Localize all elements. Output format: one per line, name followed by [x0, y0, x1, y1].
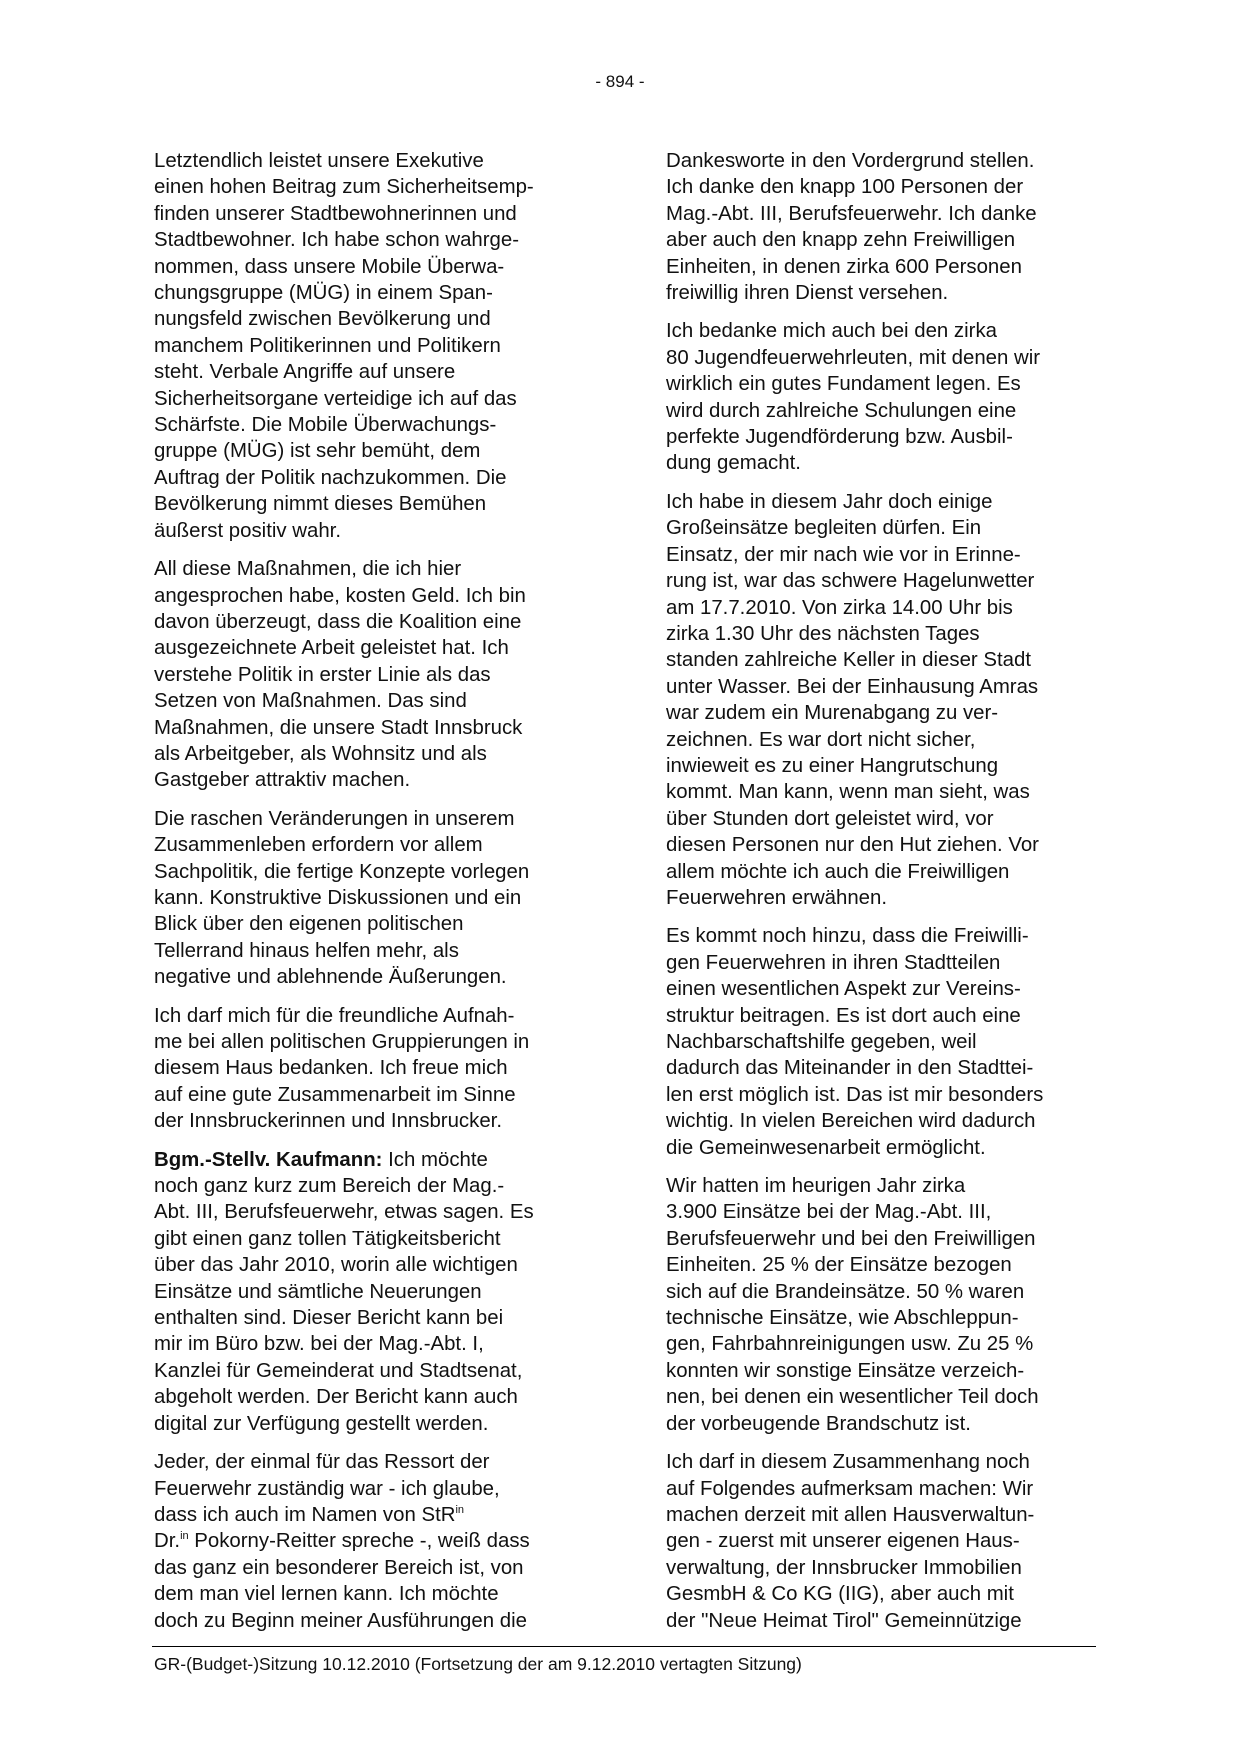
paragraph: [154, 556, 588, 794]
paragraph-lines: [154, 1449, 588, 1502]
text-line: die Gemeinwesenarbeit ermöglicht.: [666, 1136, 986, 1159]
text-line: chungsgruppe (MÜG) in einem Span-: [154, 282, 493, 305]
text-line: zeichnen. Es war dort nicht sicher,: [666, 728, 976, 751]
text-line: kommt. Man kann, wenn man sieht, was: [666, 781, 1030, 804]
text-line: zirka 1.30 Uhr des nächsten Tages: [666, 622, 980, 645]
text-line: als Arbeitgeber, als Wohnsitz und als: [154, 742, 487, 765]
text-line: len erst möglich ist. Das ist mir besonders: [666, 1083, 1044, 1106]
text-line: über Stunden dort geleistet wird, vor: [666, 807, 994, 830]
paragraph: [154, 1003, 588, 1135]
right-column: [666, 148, 1100, 1646]
text-line: nungsfeld zwischen Bevölkerung und: [154, 308, 491, 331]
text-line: der Innsbruckerinnen und Innsbrucker.: [154, 1110, 502, 1133]
text-line: standen zahlreiche Keller in dieser Stadt: [666, 649, 1031, 672]
text-line: dem man viel lernen kann. Ich möchte: [154, 1583, 499, 1606]
text-line: Ich darf in diesem Zusammenhang noch: [666, 1451, 1030, 1474]
paragraph-speaker-kaufmann: [154, 1147, 588, 1437]
text-segment: Dr.: [154, 1530, 181, 1553]
text-line: Nachbarschaftshilfe gegeben, weil: [666, 1031, 977, 1053]
text-line: Einsätze und sämtliche Neuerungen: [154, 1280, 482, 1303]
text-line: technische Einsätze, wie Abschleppun-: [666, 1307, 1019, 1330]
text-line: äußerst positiv wahr.: [154, 519, 341, 542]
text-line: diesem Haus bedanken. Ich freue mich: [154, 1057, 508, 1080]
text-line: aber auch den knapp zehn Freiwilligen: [666, 229, 1016, 252]
page-number: - 894 -: [595, 72, 645, 91]
text-line: [154, 1502, 588, 1528]
paragraph-lines: [154, 1173, 588, 1437]
text-line: finden unserer Stadtbewohnerinnen und: [154, 202, 517, 225]
text-line: mir im Büro bzw. bei der Mag.-Abt. I,: [154, 1333, 484, 1356]
text-segment: Pokorny-Reitter spreche -, weiß dass: [188, 1530, 530, 1553]
text-line: Großeinsätze begleiten dürfen. Ein: [666, 517, 982, 540]
paragraph: [154, 148, 588, 544]
speaker-text: Ich möchte: [382, 1148, 488, 1171]
text-line: nommen, dass unsere Mobile Überwa-: [154, 255, 505, 278]
text-line: das ganz ein besonderer Bereich ist, von: [154, 1556, 524, 1579]
text-line: Maßnahmen, die unsere Stadt Innsbruck: [154, 716, 523, 739]
paragraph: [666, 489, 1100, 912]
text-line: Setzen von Maßnahmen. Das sind: [154, 690, 467, 713]
paragraph: [666, 1173, 1100, 1437]
text-line: Feuerwehr zuständig war - ich glaube,: [154, 1477, 500, 1500]
paragraph: [154, 1449, 588, 1634]
superscript: in: [455, 1503, 465, 1516]
text-line: me bei allen politischen Gruppierungen in: [154, 1031, 530, 1053]
text-line: Bevölkerung nimmt dieses Bemühen: [154, 493, 487, 516]
text-line: digital zur Verfügung gestellt werden.: [154, 1412, 489, 1435]
text-line: Einheiten, in denen zirka 600 Personen: [666, 255, 1022, 278]
text-line: Schärfste. Die Mobile Überwachungs-: [154, 414, 497, 437]
text-line: Auftrag der Politik nachzukommen. Die: [154, 466, 507, 489]
text-line: [154, 1147, 588, 1173]
text-line: rung ist, war das schwere Hagelunwetter: [666, 570, 1035, 593]
text-line: gen, Fahrbahnreinigungen usw. Zu 25 %: [666, 1333, 1034, 1356]
text-segment: dass ich auch im Namen von StR: [154, 1503, 456, 1526]
text-line: 80 Jugendfeuerwehrleuten, mit denen wir: [666, 346, 1041, 369]
text-line: über das Jahr 2010, worin alle wichtigen: [154, 1254, 518, 1277]
text-line: All diese Maßnahmen, die ich hier: [154, 558, 462, 581]
paragraph-lines: [154, 1555, 588, 1634]
text-line: Mag.-Abt. III, Berufsfeuerwehr. Ich danke: [666, 202, 1037, 225]
paragraph: [154, 806, 588, 991]
text-line: doch zu Beginn meiner Ausführungen die: [154, 1609, 527, 1632]
text-line: Kanzlei für Gemeinderat und Stadtsenat,: [154, 1359, 523, 1382]
text-line: Ich darf mich für die freundliche Aufnah-: [154, 1004, 515, 1027]
text-line: Feuerwehren erwähnen.: [666, 886, 888, 909]
text-line: Zusammenleben erfordern vor allem: [154, 834, 483, 857]
speaker-name: Bgm.-Stellv. Kaufmann:: [154, 1148, 383, 1171]
text-line: 3.900 Einsätze bei der Mag.-Abt. III,: [666, 1201, 992, 1224]
text-line: ausgezeichnete Arbeit geleistet hat. Ich: [154, 637, 509, 660]
text-line: GesmbH & Co KG (IIG), aber auch mit: [666, 1583, 1014, 1606]
text-line: Die raschen Veränderungen in unserem: [154, 807, 515, 830]
text-line: abgeholt werden. Der Bericht kann auch: [154, 1386, 518, 1409]
text-line: Ich habe in diesem Jahr doch einige: [666, 490, 993, 513]
text-line: kann. Konstruktive Diskussionen und ein: [154, 886, 522, 909]
text-line: sich auf die Brandeinsätze. 50 % waren: [666, 1280, 1025, 1303]
text-line: enthalten sind. Dieser Bericht kann bei: [154, 1307, 504, 1330]
text-line: Abt. III, Berufsfeuerwehr, etwas sagen. Es: [154, 1201, 534, 1224]
text-line: struktur beitragen. Es ist dort auch eine: [666, 1004, 1021, 1027]
text-line: Jeder, der einmal für das Ressort der: [154, 1451, 490, 1474]
text-line: freiwillig ihren Dienst versehen.: [666, 282, 949, 305]
text-line: noch ganz kurz zum Bereich der Mag.-: [154, 1175, 505, 1198]
text-line: Gastgeber attraktiv machen.: [154, 769, 411, 792]
text-line: machen derzeit mit allen Hausverwaltun-: [666, 1503, 1035, 1526]
superscript: in: [180, 1530, 189, 1543]
text-line: dadurch das Miteinander in den Stadttei-: [666, 1057, 1034, 1080]
text-line: gen Feuerwehren in ihren Stadtteilen: [666, 951, 1001, 974]
text-line: am 17.7.2010. Von zirka 14.00 Uhr bis: [666, 596, 1013, 619]
text-line: war zudem ein Murenabgang zu ver-: [666, 702, 999, 725]
text-line: Stadtbewohner. Ich habe schon wahrge-: [154, 229, 520, 252]
text-line: der "Neue Heimat Tirol" Gemeinnützige: [666, 1609, 1022, 1632]
text-line: auf Folgendes aufmerksam machen: Wir: [666, 1477, 1034, 1500]
text-line: Sachpolitik, die fertige Konzepte vorlegen: [154, 860, 530, 883]
text-line: Letztendlich leistet unsere Exekutive: [154, 150, 484, 172]
text-line: Einsatz, der mir nach wie vor in Erinne-: [666, 543, 1021, 566]
text-line: Ich danke den knapp 100 Personen der: [666, 176, 1024, 199]
text-line: Berufsfeuerwehr und bei den Freiwilligen: [666, 1227, 1036, 1250]
text-line: inwieweit es zu einer Hangrutschung: [666, 754, 999, 777]
text-line: gen - zuerst mit unserer eigenen Haus-: [666, 1530, 1020, 1553]
left-column: [154, 148, 588, 1646]
text-line: nen, bei denen ein wesentlicher Teil doch: [666, 1386, 1039, 1409]
text-line: einen wesentlichen Aspekt zur Vereins-: [666, 978, 1021, 1001]
text-line: Wir hatten im heurigen Jahr zirka: [666, 1175, 966, 1198]
text-line: Es kommt noch hinzu, dass die Freiwilli-: [666, 925, 1029, 948]
text-line: manchem Politikerinnen und Politikern: [154, 334, 501, 357]
footer-session-info: GR-(Budget-)Sitzung 10.12.2010 (Fortsetzung der am 9.12.2010 vertagten Sitzung): [154, 1654, 802, 1674]
text-line: verwaltung, der Innsbrucker Immobilien: [666, 1556, 1022, 1579]
text-line: steht. Verbale Angriffe auf unsere: [154, 361, 456, 384]
text-line: Sicherheitsorgane verteidige ich auf das: [154, 387, 517, 410]
text-line: Dankesworte in den Vordergrund stellen.: [666, 150, 1035, 172]
text-line: wirklich ein gutes Fundament legen. Es: [666, 373, 1021, 396]
text-line: davon überzeugt, dass die Koalition eine: [154, 610, 522, 633]
text-line: wird durch zahlreiche Schulungen eine: [666, 399, 1017, 422]
text-line: angesprochen habe, kosten Geld. Ich bin: [154, 584, 526, 607]
text-line: perfekte Jugendförderung bzw. Ausbil-: [666, 426, 1013, 449]
text-line: Tellerrand hinaus helfen mehr, als: [154, 939, 459, 962]
paragraph: [666, 923, 1100, 1161]
text-line: auf eine gute Zusammenarbeit im Sinne: [154, 1083, 516, 1106]
text-line: gibt einen ganz tollen Tätigkeitsbericht: [154, 1227, 501, 1250]
text-line: negative und ablehnende Äußerungen.: [154, 966, 507, 989]
text-line: allem möchte ich auch die Freiwilligen: [666, 860, 1010, 883]
text-line: [154, 1528, 588, 1554]
text-line: wichtig. In vielen Bereichen wird dadurch: [666, 1110, 1036, 1133]
text-line: verstehe Politik in erster Linie als das: [154, 663, 491, 686]
text-line: dung gemacht.: [666, 452, 801, 475]
text-line: gruppe (MÜG) ist sehr bemüht, dem: [154, 440, 481, 463]
text-line: Einheiten. 25 % der Einsätze bezogen: [666, 1254, 1012, 1277]
text-line: einen hohen Beitrag zum Sicherheitsemp-: [154, 176, 534, 199]
footer-divider: [152, 1646, 1096, 1647]
text-line: konnten wir sonstige Einsätze verzeich-: [666, 1359, 1025, 1382]
text-line: Ich bedanke mich auch bei den zirka: [666, 320, 997, 343]
paragraph: [666, 318, 1100, 476]
paragraph: [666, 148, 1100, 306]
text-line: Blick über den eigenen politischen: [154, 913, 464, 936]
text-line: diesen Personen nur den Hut ziehen. Vor: [666, 834, 1039, 857]
text-line: unter Wasser. Bei der Einhausung Amras: [666, 675, 1039, 698]
text-line: der vorbeugende Brandschutz ist.: [666, 1412, 971, 1435]
paragraph: [666, 1449, 1100, 1634]
